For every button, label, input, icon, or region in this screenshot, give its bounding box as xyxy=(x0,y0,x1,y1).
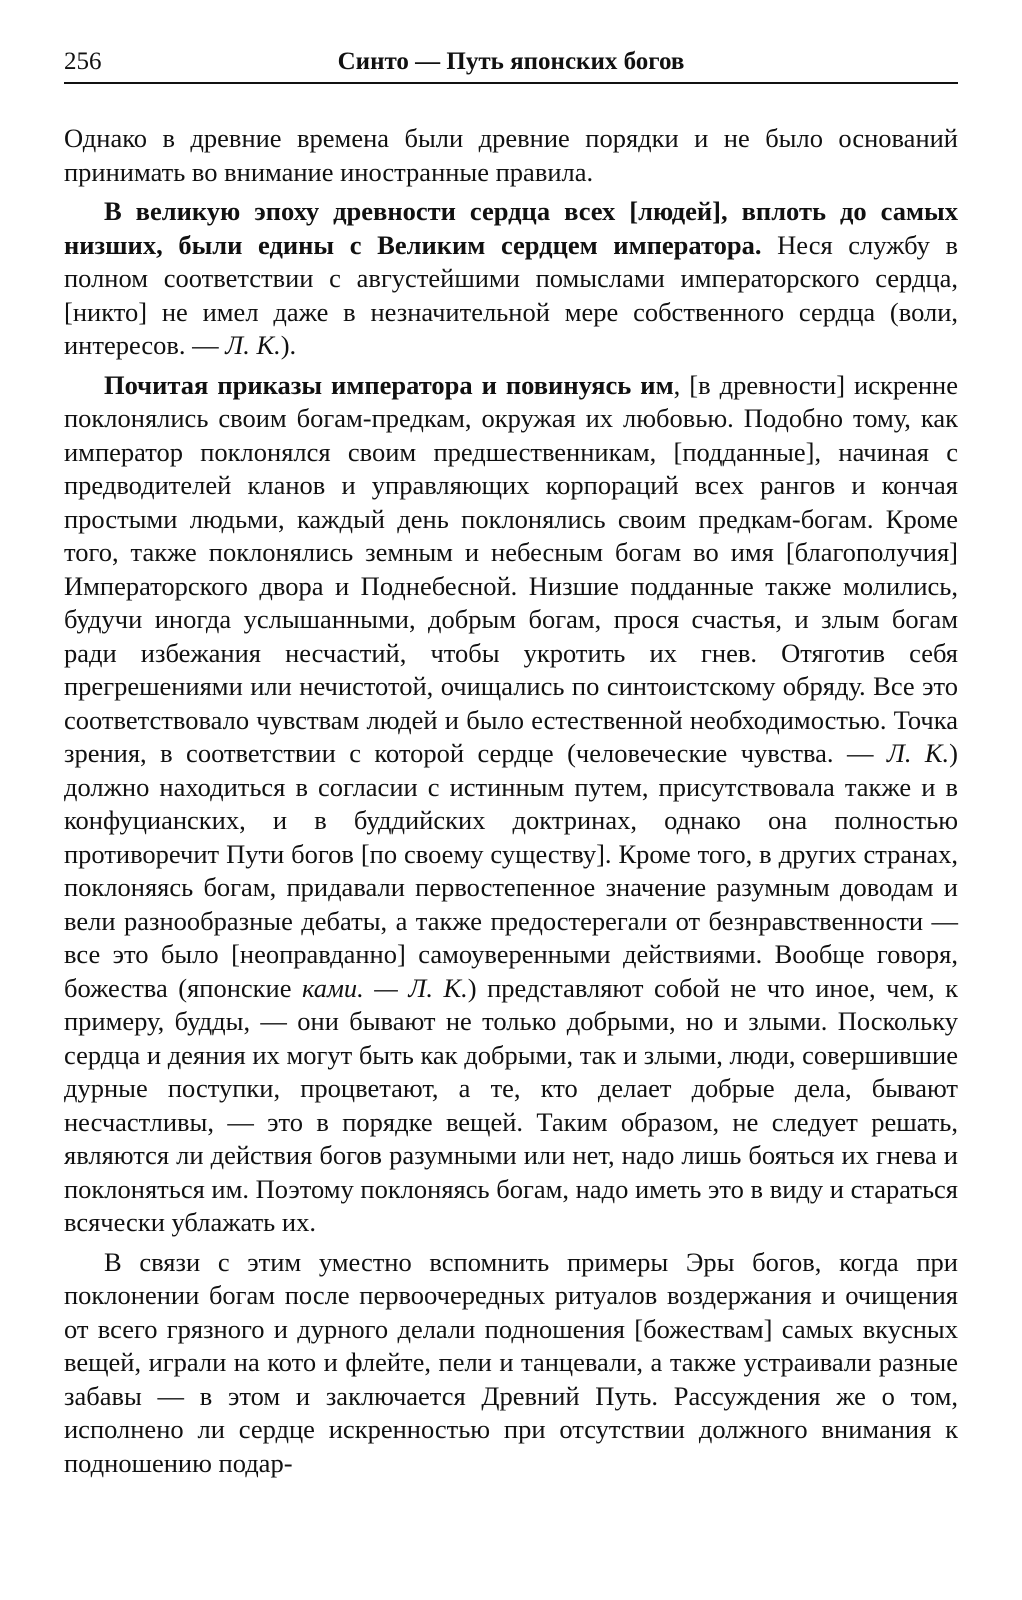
italic-run: ками. — Л. К. xyxy=(302,972,468,1003)
text-run: В связи с этим уместно вспомнить примеры Эры богов, когда при поклонении богам после первоочередных ритуалов воздержания и очищения от всего грязного и дурного делали подношения [божествам] самых вкусных вещей, играли на кото и флейте, пели и танцевали, а также устраивали разные забавы — в этом и заключается Древний Путь. Рассуждения же о том, исполнено ли сердце искренностью при отсутствии должного внимания к подношению подар- xyxy=(64,1246,958,1478)
text-run: ). xyxy=(280,330,297,360)
paragraph-3 xyxy=(64,369,958,1240)
page-number: 256 xyxy=(64,48,102,75)
italic-run: Л. К. xyxy=(225,330,281,360)
text-run: Неся службу в полном соответствии с августейшими помыслами императорского сердца, [никто] не имел даже в незначительной мере собственного сердца (воли, интересов. — xyxy=(64,229,959,360)
running-head xyxy=(64,38,958,84)
text-run: ) представляют собой не что иное, чем, к примеру, будды, — они бывают не только добрыми, но и злыми. Поскольку сердца и деяния их могут быть как добрыми, так и злыми, люди, совершившие дурные поступки, процветают, а те, кто делает добрые дела, бывают несчастливы, — это в порядке вещей. Таким образом, не следует решать, являются ли действия богов разумными или нет, надо лишь бояться их гнева и поклоняться им. Поэтому поклоняясь богам, надо иметь это в виду и стараться всячески ублажать их. xyxy=(64,972,958,1237)
paragraph-1 xyxy=(64,122,958,189)
text-run: Однако в древние времена были древние порядки и не было оснований принимать во внимание иностранные правила. xyxy=(64,123,958,187)
bold-run: Почитая приказы императора и повинуясь им xyxy=(104,369,674,400)
text-run: ) должно находиться в согласии с истинным путем, присутствовала также и в конфуцианских, и в буддийских доктринах, однако она полностью противоречит Пути богов [по своему существу]. Кроме того, в других странах, поклоняясь богам, придавали первостепенное значение разумным доводам и вели разнообразные дебаты, а также предостерегали от безнравственности — все это было [неоправданно] самоуверенными действиями. Вообще говоря, божества (японские xyxy=(64,738,958,1003)
running-title: Синто — Путь японских богов xyxy=(337,48,685,75)
body-text xyxy=(64,122,958,1480)
text-run: , [в древности] искренне поклонялись своим богам-предкам, окружая их любовью. Подобно тому, как император поклонялся своим предшественникам, [подданные], начиная с предводителей кланов и управляющих корпораций всех рангов и кончая простыми людьми, каждый день поклонялись своим предкам-богам. Кроме того, также поклонялись земным и небесным богам во имя [благополучия] Императорского двора и Поднебесной. Низшие подданные также молились, будучи иногда услышанными, добрым богам, прося счастья, и злым богам ради избежания несчастий, чтобы укротить их гнев. Отяготив себя прегрешениями или нечистотой, очищались по синтоистскому обряду. Все это соответствовало чувствам людей и было естественной необходимостью. Точка зрения, в соответствии с которой сердце (человеческие чувства. — xyxy=(64,369,958,768)
paragraph-4 xyxy=(64,1246,958,1481)
book-page xyxy=(64,38,958,1480)
paragraph-2 xyxy=(64,195,958,363)
bold-run: В великую эпоху древности сердца всех [людей], вплоть до самых низших, были едины с Великим сердцем императора. xyxy=(64,196,958,260)
italic-run: Л. К. xyxy=(886,738,950,768)
